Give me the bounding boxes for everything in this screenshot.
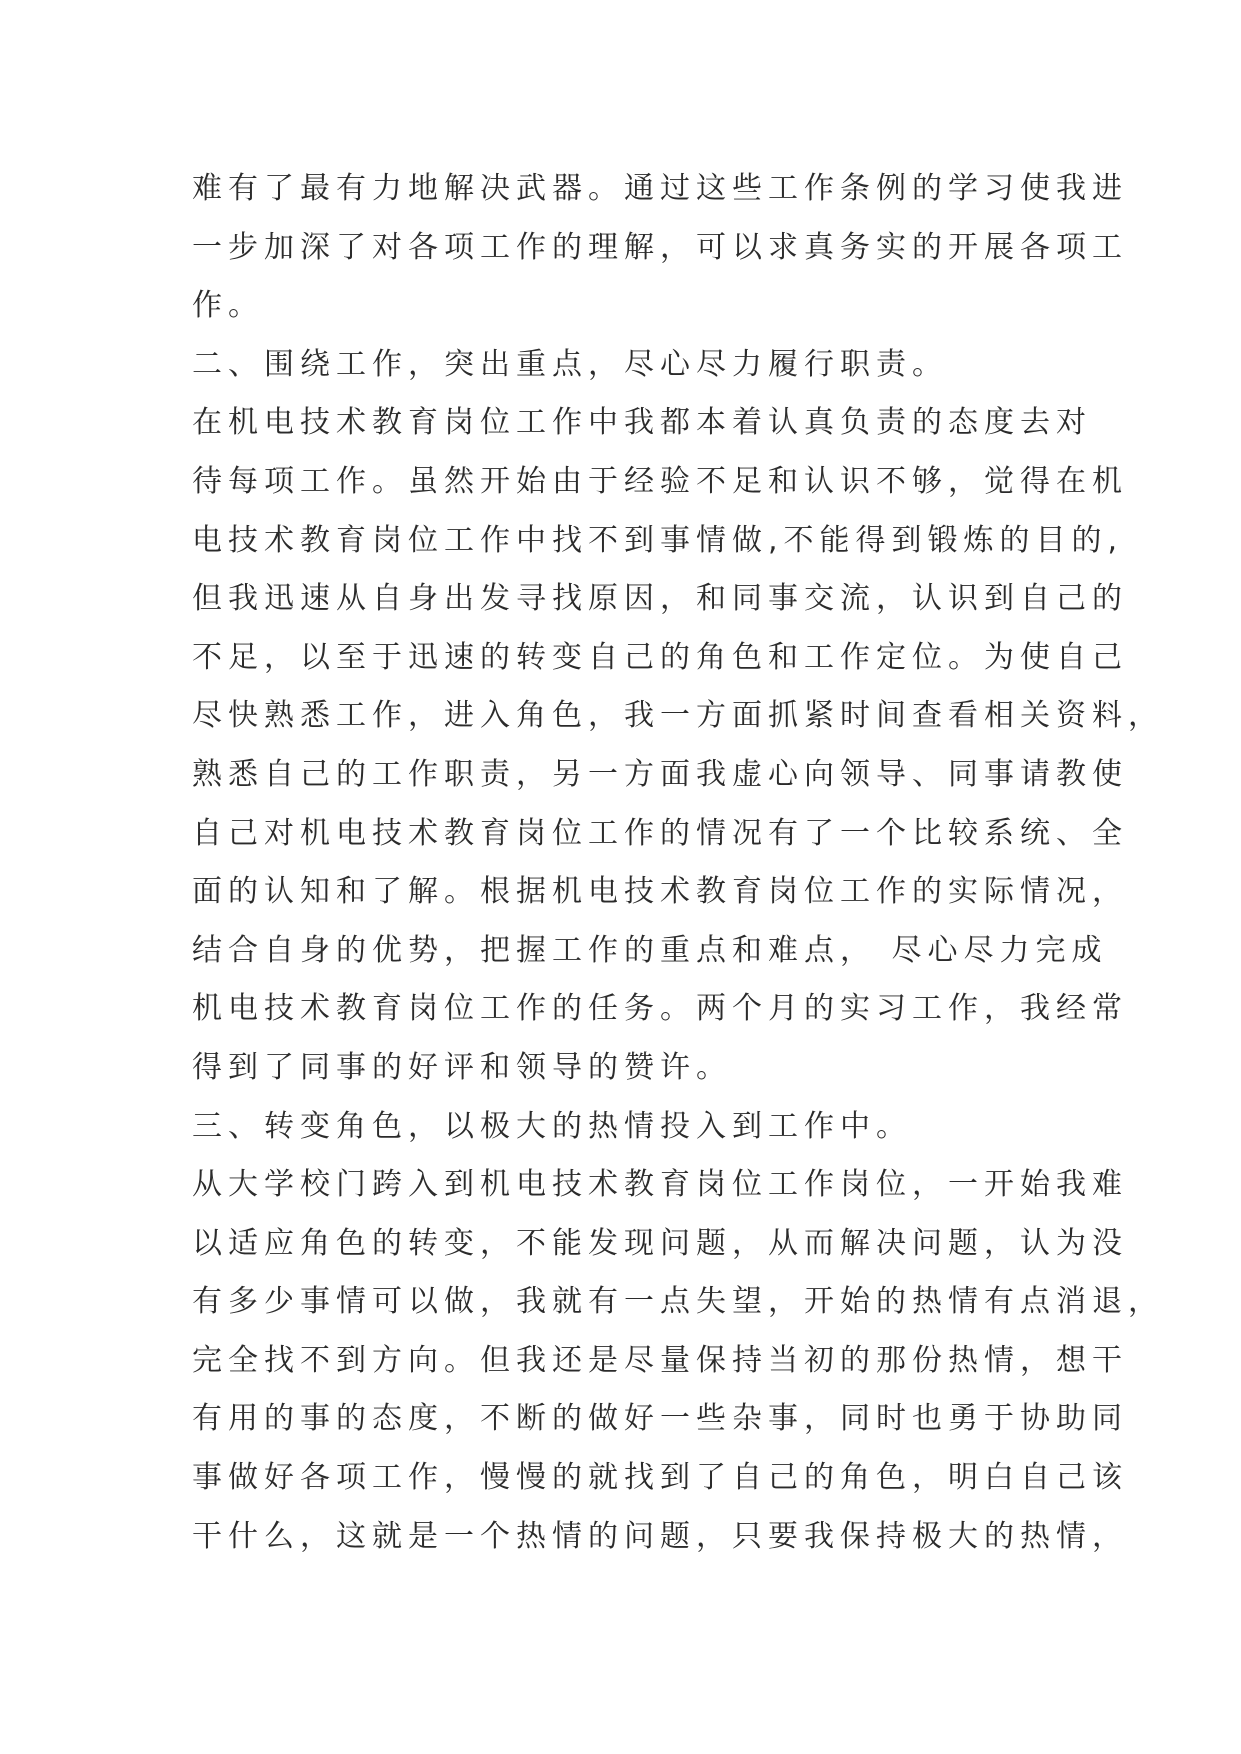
section-heading-2: 二、围绕工作，突出重点，尽心尽力履行职责。 [192,346,948,382]
text-line: 一步加深了对各项工作的理解，可以求真务实的开展各项工 [192,229,1128,265]
text-line: 有用的事的态度，不断的做好一些杂事，同时也勇于协助同 [192,1401,1128,1437]
text-line: 事做好各项工作，慢慢的就找到了自己的角色，明白自己该 [192,1460,1128,1496]
text-line: 从大学校门跨入到机电技术教育岗位工作岗位，一开始我难 [192,1167,1128,1203]
body-text [192,160,1164,1566]
text-line: 结合自身的优势，把握工作的重点和难点， 尽心尽力完成 [192,932,1108,968]
text-line: 待每项工作。虽然开始由于经验不足和认识不够，觉得在机 [192,463,1128,499]
text-line: 有多少事情可以做，我就有一点失望，开始的热情有点消退， [192,1284,1164,1320]
section-heading-3: 三、转变角色，以极大的热情投入到工作中。 [192,1108,912,1144]
text-line: 作。 [192,288,264,324]
text-line: 难有了最有力地解决武器。通过这些工作条例的学习使我进 [192,171,1128,206]
text-line: 但我迅速从自身出发寻找原因，和同事交流，认识到自己的 [192,581,1128,617]
text-line: 面的认知和了解。根据机电技术教育岗位工作的实际情况， [192,874,1128,910]
text-line: 尽快熟悉工作，进入角色，我一方面抓紧时间查看相关资料， [192,698,1164,734]
text-line: 机电技术教育岗位工作的任务。两个月的实习工作，我经常 [192,991,1128,1027]
text-line: 不足，以至于迅速的转变自己的角色和工作定位。为使自己 [192,639,1128,675]
text-line: 电技术教育岗位工作中找不到事情做,不能得到锻炼的目的, [192,522,1124,558]
text-line: 在机电技术教育岗位工作中我都本着认真负责的态度去对 [192,405,1092,441]
text-line: 得到了同事的好评和领导的赞许。 [192,1049,732,1085]
text-line: 完全找不到方向。但我还是尽量保持当初的那份热情，想干 [192,1342,1128,1378]
text-line: 熟悉自己的工作职责，另一方面我虚心向领导、同事请教使 [192,756,1128,792]
text-line: 干什么，这就是一个热情的问题，只要我保持极大的热情， [192,1518,1128,1554]
text-line: 自己对机电技术教育岗位工作的情况有了一个比较系统、全 [192,815,1128,851]
text-line: 以适应角色的转变，不能发现问题，从而解决问题，认为没 [192,1225,1128,1261]
